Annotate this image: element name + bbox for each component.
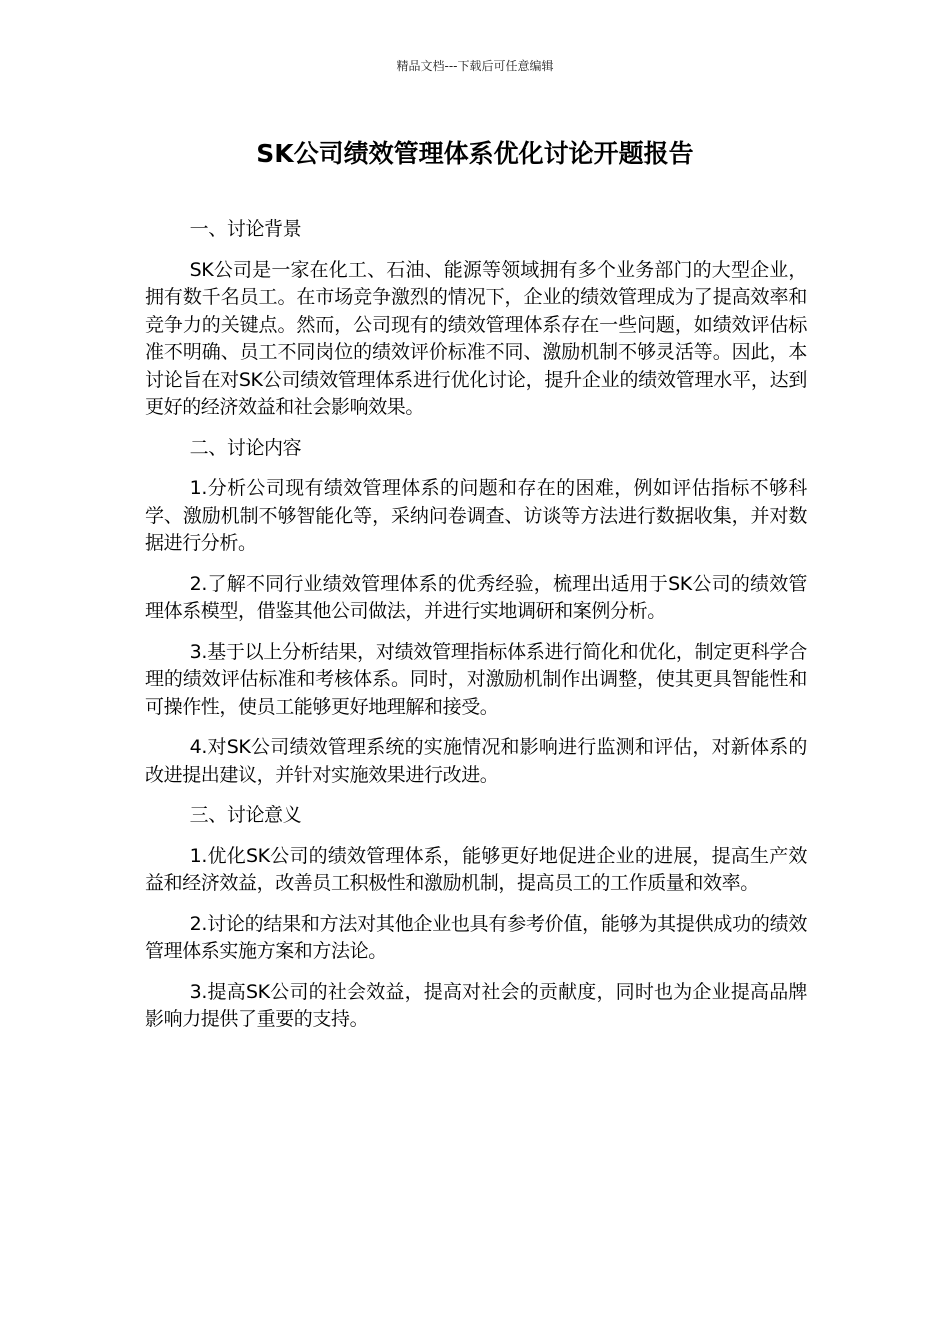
paragraph: 2.讨论的结果和方法对其他企业也具有参考价值，能够为其提供成功的绩效管理体系实施方案和方法论。 bbox=[145, 912, 807, 962]
section-heading-significance: 三、讨论意义 bbox=[189, 804, 302, 826]
header-note: 精品文档---下载后可任意编辑 bbox=[396, 59, 554, 73]
paragraph: SK公司是一家在化工、石油、能源等领域拥有多个业务部门的大型企业，拥有数千名员工。在市场竞争激烈的情况下，企业的绩效管理成为了提高效率和竞争力的关键点。然而，公司现有的绩效管理体系存在一些问题，如绩效评估标准不明确、员工不同岗位的绩效评价标准不同、激励机制不够灵活等。因此，本讨论旨在对SK公司绩效管理体系进行优化讨论，提升企业的绩效管理水平，达到更好的经济效益和社会影响效果。 bbox=[145, 258, 807, 418]
paragraph: 4.对SK公司绩效管理系统的实施情况和影响进行监测和评估，对新体系的改进提出建议，并针对实施效果进行改进。 bbox=[145, 736, 807, 786]
document-title: SK公司绩效管理体系优化讨论开题报告 bbox=[256, 139, 694, 168]
section-heading-background: 一、讨论背景 bbox=[189, 218, 302, 240]
document-body bbox=[145, 216, 807, 1047]
section-heading-content: 二、讨论内容 bbox=[189, 436, 302, 459]
paragraph: 1.优化SK公司的绩效管理体系，能够更好地促进企业的进展，提高生产效益和经济效益，改善员工积极性和激励机制，提高员工的工作质量和效率。 bbox=[145, 844, 807, 894]
paragraph: 2.了解不同行业绩效管理体系的优秀经验，梳理出适用于SK公司的绩效管理体系模型，借鉴其他公司做法，并进行实地调研和案例分析。 bbox=[145, 572, 807, 622]
paragraph: 3.基于以上分析结果，对绩效管理指标体系进行简化和优化，制定更科学合理的绩效评估标准和考核体系。同时，对激励机制作出调整，使其更具智能性和可操作性，使员工能够更好地理解和接受。 bbox=[145, 640, 807, 718]
paragraph: 1.分析公司现有绩效管理体系的问题和存在的困难，例如评估指标不够科学、激励机制不够智能化等，采纳问卷调查、访谈等方法进行数据收集，并对数据进行分析。 bbox=[145, 477, 807, 554]
paragraph: 3.提高SK公司的社会效益，提高对社会的贡献度，同时也为企业提高品牌影响力提供了重要的支持。 bbox=[145, 980, 807, 1030]
